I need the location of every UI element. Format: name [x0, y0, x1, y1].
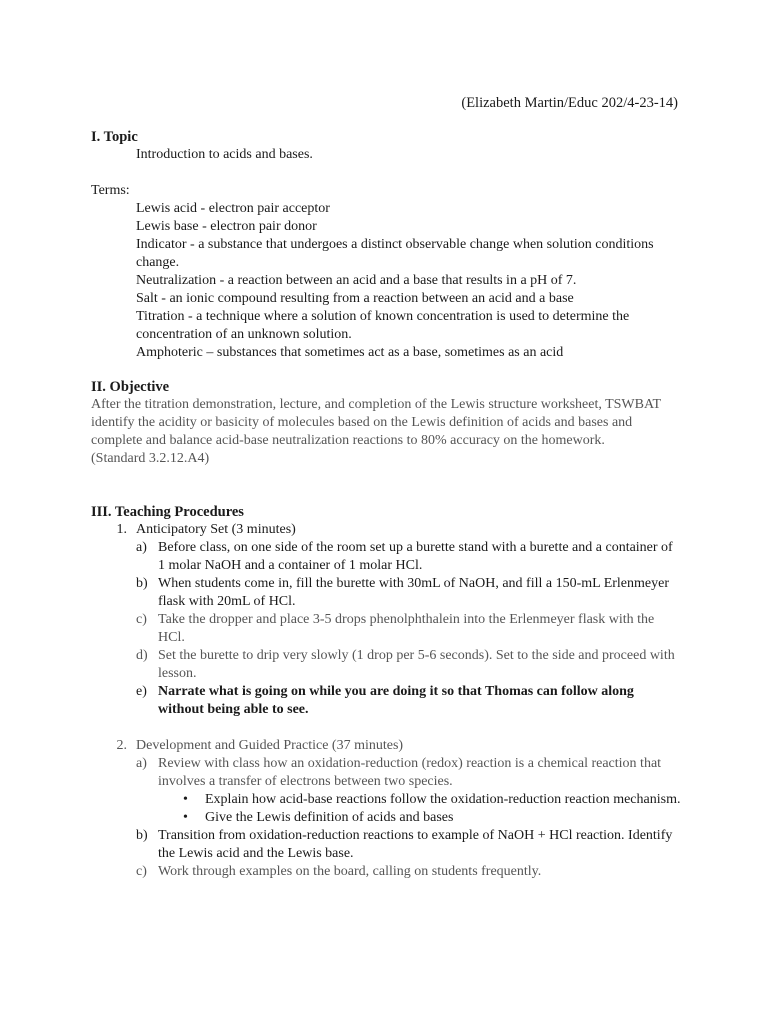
term-item: Lewis base - electron pair donor — [136, 219, 317, 234]
terms-heading: Terms: — [91, 183, 130, 198]
term-item: Neutralization - a reaction between an acid and a base that results in a pH of 7. — [136, 273, 577, 288]
step2-item-c — [136, 863, 681, 881]
item-letter: a) — [136, 540, 147, 555]
step-2 — [91, 737, 681, 755]
step2-bullet — [181, 791, 681, 809]
item-text: Review with class how an oxidation-reduction (redox) reaction is a chemical reaction that involves a transfer of electrons between two species. — [158, 756, 662, 789]
step-number: 1. — [116, 522, 127, 537]
bullet-icon: • — [183, 792, 188, 807]
step-1 — [91, 521, 681, 539]
item-text: Set the burette to drip very slowly (1 drop per 5-6 seconds). Set to the side and proceed with lesson. — [158, 648, 675, 681]
bullet-icon: • — [183, 810, 188, 825]
term-item: Amphoteric – substances that sometimes act as a base, sometimes as an acid — [136, 345, 564, 360]
step-title: Development and Guided Practice (37 minutes) — [136, 738, 404, 753]
topic-section — [91, 128, 681, 164]
procedures-section — [91, 503, 681, 881]
step1-item-d — [136, 647, 681, 683]
term-item: Lewis acid - electron pair acceptor — [136, 201, 330, 216]
term-item: Salt - an ionic compound resulting from a reaction between an acid and a base — [136, 291, 574, 306]
item-text: Before class, on one side of the room set up a burette stand with a burette and a container of 1 molar NaOH and a container of 1 molar HCl. — [158, 540, 673, 573]
terms-section — [91, 182, 681, 362]
item-text: Take the dropper and place 3-5 drops phenolphthalein into the Erlenmeyer flask with the HCl. — [158, 612, 655, 645]
bullet-text: Give the Lewis definition of acids and bases — [205, 810, 454, 825]
item-letter: b) — [136, 828, 148, 843]
objective-standard: (Standard 3.2.12.A4) — [91, 451, 210, 466]
author-header: (Elizabeth Martin/Educ 202/4-23-14) — [461, 95, 678, 111]
step2-item-b — [136, 827, 681, 863]
step1-item-a — [136, 539, 681, 575]
step2-bullet — [181, 809, 681, 827]
objective-text: After the titration demonstration, lecture, and completion of the Lewis structure worksheet, TSWBAT identify the acidity or basicity of molecules based on the Lewis definition of acids and bases and complete and balance acid-base neutralization reactions to 80% accuracy on the homework. — [91, 397, 661, 448]
item-text: Transition from oxidation-reduction reactions to example of NaOH + HCl reaction. Identify the Lewis acid and the Lewis base. — [158, 828, 673, 861]
step1-item-e — [136, 683, 681, 719]
item-letter: d) — [136, 648, 148, 663]
step-number: 2. — [116, 738, 127, 753]
term-item: Titration - a technique where a solution of known concentration is used to determine the concentration of an unknown solution. — [136, 309, 630, 342]
step1-item-c — [136, 611, 681, 647]
item-letter: e) — [136, 684, 147, 699]
objective-section — [91, 378, 681, 468]
bullet-text: Explain how acid-base reactions follow the oxidation-reduction reaction mechanism. — [205, 792, 681, 807]
objective-heading: II. Objective — [91, 379, 170, 395]
item-text: Work through examples on the board, calling on students frequently. — [158, 864, 542, 879]
item-letter: b) — [136, 576, 148, 591]
term-item: Indicator - a substance that undergoes a distinct observable change when solution conditions change. — [136, 237, 654, 270]
step1-item-b — [136, 575, 681, 611]
item-text: When students come in, fill the burette with 30mL of NaOH, and fill a 150-mL Erlenmeyer flask with 20mL of HCl. — [158, 576, 669, 609]
item-letter: a) — [136, 756, 147, 771]
item-letter: c) — [136, 612, 147, 627]
item-letter: c) — [136, 864, 147, 879]
item-text: Narrate what is going on while you are doing it so that Thomas can follow along without being able to see. — [158, 684, 634, 717]
step2-item-a — [136, 755, 681, 791]
step-title: Anticipatory Set (3 minutes) — [136, 522, 296, 537]
topic-heading: I. Topic — [91, 129, 138, 145]
topic-text: Introduction to acids and bases. — [136, 147, 313, 162]
procedures-heading: III. Teaching Procedures — [91, 504, 244, 520]
